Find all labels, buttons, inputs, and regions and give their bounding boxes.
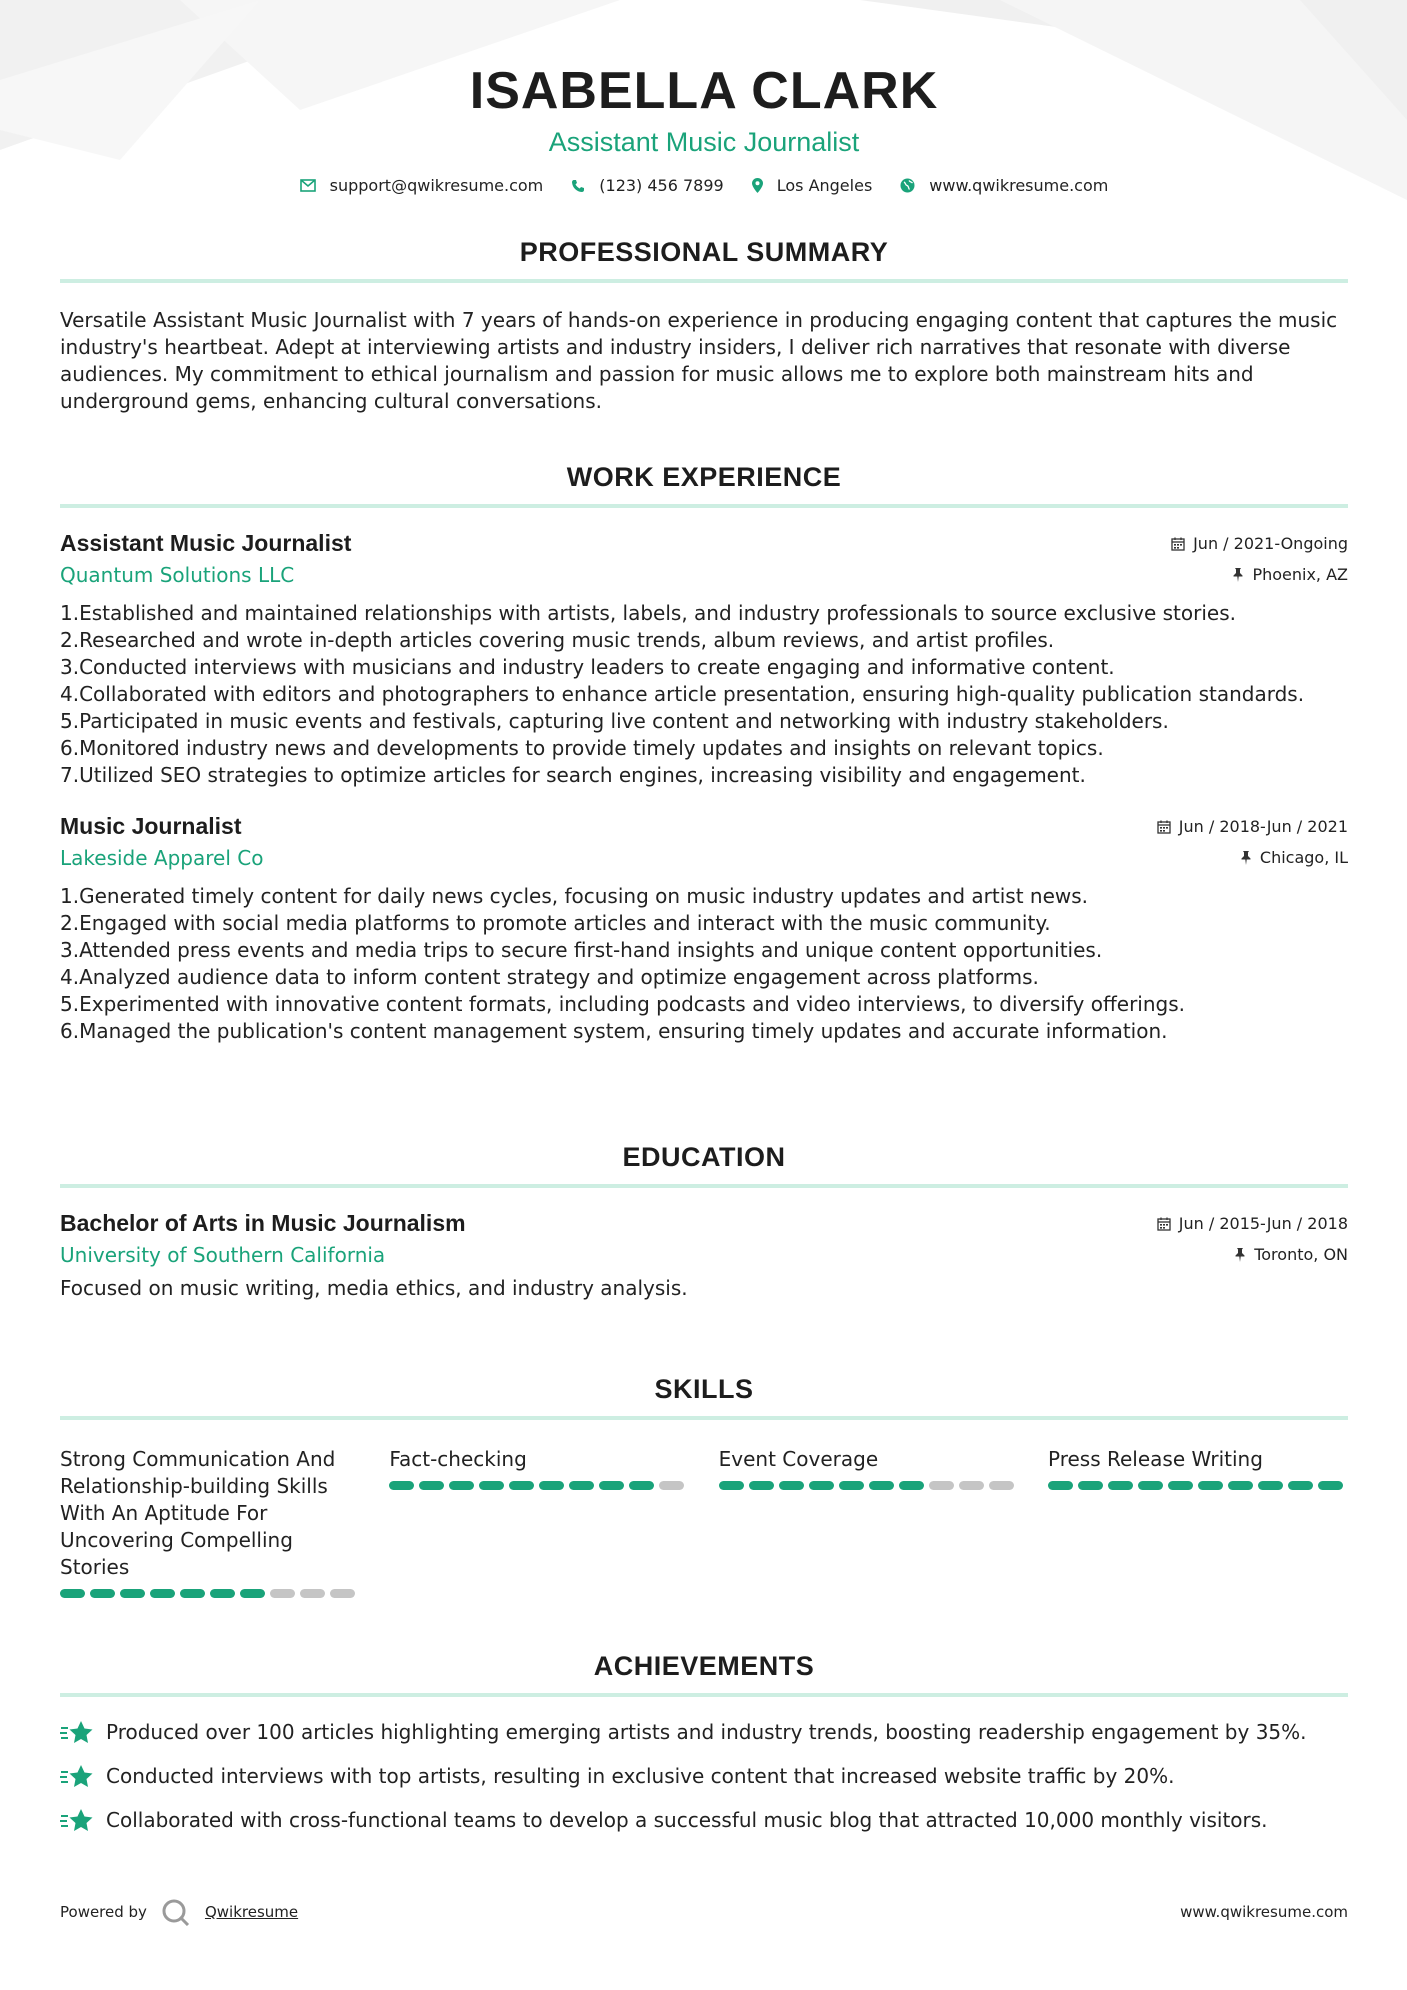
- list-item: 3. Attended press events and media trips to secure first-hand insights and unique content opportunities.: [60, 938, 1103, 962]
- list-item: 1. Generated timely content for daily news cycles, focusing on music industry updates and artist news.: [60, 884, 1089, 908]
- job-location-text: Chicago, IL: [1259, 848, 1348, 867]
- section-divider: [60, 279, 1348, 283]
- skill-segment-filled: [779, 1481, 804, 1490]
- job-location: [1240, 848, 1348, 867]
- section-divider: [60, 1416, 1348, 1420]
- skill-segment-filled: [90, 1589, 115, 1598]
- skill-segment-filled: [1318, 1481, 1343, 1490]
- list-item: 6. Managed the publication's content management system, ensuring timely updates and accurate information.: [60, 1019, 1168, 1043]
- achievement-item: [60, 1763, 1348, 1790]
- skills-section: [60, 1374, 1348, 1598]
- job-company: Quantum Solutions LLC: [60, 563, 295, 587]
- skill-segment-empty: [959, 1481, 984, 1490]
- map-pin-icon: [752, 178, 763, 193]
- skill-segment-filled: [1288, 1481, 1313, 1490]
- skill-item: [719, 1446, 1019, 1598]
- skill-segment-filled: [479, 1481, 504, 1490]
- star-icon: [60, 1720, 94, 1746]
- star-icon: [60, 1808, 94, 1834]
- candidate-title: Assistant Music Journalist: [548, 127, 860, 157]
- skill-level-bar: [60, 1589, 360, 1598]
- list-item: 6. Monitored industry news and developments to provide timely updates and insights on relevant topics.: [60, 736, 1104, 760]
- skill-segment-empty: [989, 1481, 1014, 1490]
- skill-segment-filled: [749, 1481, 774, 1490]
- phone-icon: [571, 179, 585, 193]
- list-item: 4. Collaborated with editors and photographers to enhance article presentation, ensuring high-quality publication standards.: [60, 682, 1305, 706]
- skill-segment-filled: [1078, 1481, 1103, 1490]
- phone-text: (123) 456 7899: [599, 176, 724, 195]
- education-heading: EDUCATION: [622, 1142, 786, 1172]
- skill-segment-filled: [509, 1481, 534, 1490]
- summary-section: [60, 237, 1348, 415]
- resume-header: [60, 0, 1348, 195]
- skill-segment-filled: [210, 1589, 235, 1598]
- contact-website[interactable]: [900, 176, 1108, 195]
- achievements-list: [60, 1719, 1348, 1834]
- skill-segment-filled: [1108, 1481, 1133, 1490]
- calendar-icon: [1157, 820, 1171, 834]
- school-name: University of Southern California: [60, 1243, 386, 1267]
- job-subheader: [60, 563, 1348, 587]
- job-role: Music Journalist: [60, 813, 242, 839]
- skills-list: [60, 1446, 1348, 1598]
- globe-icon: [900, 178, 915, 193]
- achievement-item: [60, 1719, 1348, 1746]
- contact-row: [60, 176, 1348, 195]
- contact-email[interactable]: [300, 176, 544, 195]
- skill-segment-filled: [839, 1481, 864, 1490]
- skill-segment-filled: [1198, 1481, 1223, 1490]
- job-header: [60, 530, 1348, 557]
- list-item: 2. Researched and wrote in-depth articles covering music trends, album reviews, and artist profiles.: [60, 628, 1055, 652]
- page-footer: [60, 1898, 1348, 1926]
- skill-segment-filled: [240, 1589, 265, 1598]
- job-header: [60, 813, 1348, 840]
- skill-item: [1048, 1446, 1348, 1598]
- education-subheader: [60, 1243, 1348, 1267]
- skill-segment-empty: [300, 1589, 325, 1598]
- achievement-text: Collaborated with cross-functional teams to develop a successful music blog that attracted 10,000 monthly visitors.: [106, 1808, 1268, 1832]
- achievement-item: [60, 1807, 1348, 1834]
- education-dates: [1157, 1214, 1348, 1233]
- skill-segment-filled: [869, 1481, 894, 1490]
- job-dates-text: Jun / 2018-Jun / 2021: [1178, 817, 1348, 836]
- qwikresume-logo-icon: [161, 1898, 191, 1926]
- skill-name: Strong Communication And Relationship-building Skills With An Aptitude For Uncovering Compelling Stories: [60, 1447, 336, 1579]
- skill-level-bar: [389, 1481, 689, 1490]
- achievement-text: Conducted interviews with top artists, resulting in exclusive content that increased website traffic by 20%.: [106, 1764, 1175, 1788]
- education-header: [60, 1210, 1348, 1237]
- pushpin-icon: [1232, 568, 1244, 582]
- candidate-name: ISABELLA CLARK: [469, 62, 939, 120]
- skills-heading: SKILLS: [654, 1374, 754, 1404]
- skill-segment-filled: [1168, 1481, 1193, 1490]
- education-section: [60, 1142, 1348, 1302]
- skill-item: [389, 1446, 689, 1598]
- job-location: [1232, 565, 1348, 584]
- skill-segment-empty: [330, 1589, 355, 1598]
- location-text: Los Angeles: [776, 176, 873, 195]
- skill-segment-empty: [659, 1481, 684, 1490]
- skill-segment-filled: [809, 1481, 834, 1490]
- list-item: 4. Analyzed audience data to inform content strategy and optimize engagement across platforms.: [60, 965, 1039, 989]
- skill-level-bar: [1048, 1481, 1348, 1490]
- calendar-icon: [1157, 1217, 1171, 1231]
- skill-segment-filled: [1228, 1481, 1253, 1490]
- job-role: Assistant Music Journalist: [60, 530, 352, 556]
- skill-segment-empty: [270, 1589, 295, 1598]
- footer-website[interactable]: www.qwikresume.com: [1180, 1903, 1348, 1921]
- skill-segment-filled: [899, 1481, 924, 1490]
- skill-segment-filled: [1258, 1481, 1283, 1490]
- skill-segment-filled: [180, 1589, 205, 1598]
- skill-segment-filled: [1048, 1481, 1073, 1490]
- summary-text: Versatile Assistant Music Journalist with 7 years of hands-on experience in producing engaging content that captures the music industry's heartbeat. Adept at interviewing artists and industry insiders, I deliver rich narratives that resonate with diverse audiences. My commitment to ethical journalism and passion for music allows me to explore both mainstream hits and underground gems, enhancing cultural conversations.: [60, 308, 1338, 413]
- education-location: [1234, 1245, 1348, 1264]
- pushpin-icon: [1240, 851, 1252, 865]
- skill-segment-filled: [120, 1589, 145, 1598]
- skill-segment-filled: [719, 1481, 744, 1490]
- skill-segment-filled: [569, 1481, 594, 1490]
- job-company: Lakeside Apparel Co: [60, 846, 264, 870]
- achievements-heading: ACHIEVEMENTS: [593, 1651, 815, 1681]
- skill-segment-filled: [60, 1589, 85, 1598]
- job-dates-text: Jun / 2021-Ongoing: [1193, 534, 1348, 553]
- experience-heading: WORK EXPERIENCE: [566, 462, 842, 492]
- achievements-section: [60, 1651, 1348, 1851]
- list-item: 2. Engaged with social media platforms to promote articles and interact with the music community.: [60, 911, 1051, 935]
- website-text: www.qwikresume.com: [929, 176, 1109, 195]
- pushpin-icon: [1234, 1248, 1246, 1262]
- section-divider: [60, 1184, 1348, 1188]
- achievement-text: Produced over 100 articles highlighting emerging artists and industry trends, boosting readership engagement by 35%.: [106, 1720, 1307, 1744]
- skill-segment-filled: [389, 1481, 414, 1490]
- skill-name: Press Release Writing: [1047, 1447, 1263, 1471]
- list-item: 7. Utilized SEO strategies to optimize articles for search engines, increasing visibility and engagement.: [60, 763, 1086, 787]
- list-item: 5. Participated in music events and festivals, capturing live content and networking with industry stakeholders.: [60, 709, 1169, 733]
- job-dates: [1171, 534, 1348, 553]
- section-divider: [60, 1693, 1348, 1697]
- degree-title: Bachelor of Arts in Music Journalism: [60, 1210, 466, 1236]
- job-location-text: Phoenix, AZ: [1252, 565, 1348, 584]
- education-dates-text: Jun / 2015-Jun / 2018: [1178, 1214, 1348, 1233]
- summary-heading: PROFESSIONAL SUMMARY: [519, 237, 889, 267]
- star-icon: [60, 1764, 94, 1790]
- job-dates: [1157, 817, 1348, 836]
- skill-level-bar: [719, 1481, 1019, 1490]
- education-description: Focused on music writing, media ethics, and industry analysis.: [60, 1276, 688, 1300]
- job-bullets: [60, 600, 1348, 789]
- list-item: 3. Conducted interviews with musicians and industry leaders to create engaging and informative content.: [60, 655, 1115, 679]
- skill-segment-filled: [150, 1589, 175, 1598]
- contact-phone[interactable]: [571, 176, 723, 195]
- skill-segment-filled: [449, 1481, 474, 1490]
- job-entry: [60, 530, 1348, 789]
- skill-segment-filled: [599, 1481, 624, 1490]
- envelope-icon: [300, 179, 316, 192]
- job-subheader: [60, 846, 1348, 870]
- section-divider: [60, 504, 1348, 508]
- resume-page: [60, 0, 1348, 1832]
- skill-name: Fact-checking: [389, 1447, 527, 1471]
- skill-item: [60, 1446, 360, 1598]
- skill-segment-filled: [1138, 1481, 1163, 1490]
- job-entry: [60, 813, 1348, 1045]
- skill-segment-filled: [539, 1481, 564, 1490]
- education-location-text: Toronto, ON: [1254, 1245, 1348, 1264]
- skill-name: Event Coverage: [718, 1447, 879, 1471]
- list-item: 1. Established and maintained relationships with artists, labels, and industry professionals to source exclusive stories.: [60, 601, 1236, 625]
- contact-location: [752, 176, 873, 195]
- powered-by-label: Powered by: [60, 1903, 147, 1921]
- skill-segment-filled: [419, 1481, 444, 1490]
- job-bullets: [60, 883, 1348, 1045]
- list-item: 5. Experimented with innovative content formats, including podcasts and video interviews, to diversify offerings.: [60, 992, 1186, 1016]
- calendar-icon: [1171, 537, 1185, 551]
- qwikresume-link[interactable]: Qwikresume: [204, 1903, 299, 1921]
- experience-section: [60, 462, 1348, 1045]
- email-text: support@qwikresume.com: [329, 176, 544, 195]
- skill-segment-empty: [929, 1481, 954, 1490]
- skill-segment-filled: [629, 1481, 654, 1490]
- powered-by: [60, 1898, 298, 1926]
